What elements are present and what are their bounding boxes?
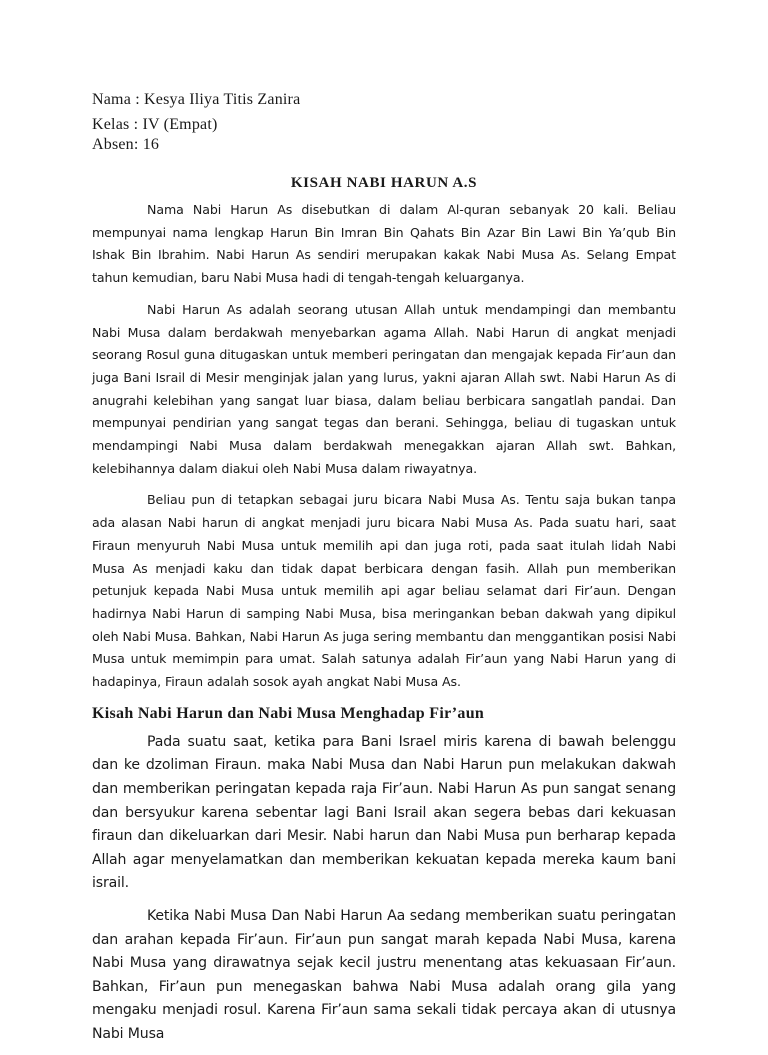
student-absen: Absen: 16 <box>92 136 160 153</box>
student-class: Kelas : IV (Empat) <box>92 116 218 133</box>
paragraph: Nabi Harun As adalah seorang utusan Allah untuk mendampingi dan membantu Nabi Musa dalam berdakwah menyebarkan agama Allah. Nabi Harun di angkat menjadi seorang Rosul guna ditugaskan untuk memberi peringatan dan mengajak kepada Fir’aun dan juga Bani Israil di Mesir menginjak jalan yang lurus, yakni ajaran Allah swt. Nabi Harun As di anugrahi kelebihan yang sangat luar biasa, dalam beliau berbicara sangatlah pandai. Dan mempunyai pendirian yang sangat tegas dan berani. Sehingga, beliau di tugaskan untuk mendampingi Nabi Musa dalam berdakwah menegakkan ajaran Allah swt. Bahkan, kelebihannya dalam diakui oleh Nabi Musa dalam riwayatnya. <box>92 301 676 476</box>
paragraph: Nama Nabi Harun As disebutkan di dalam Al-quran sebanyak 20 kali. Beliau mempunyai nama lengkap Harun Bin Imran Bin Qahats Bin Azar Bin Lawi Bin Ya’qub Bin Ishak Bin Ibrahim. Nabi Harun As sendiri merupakan kakak Nabi Musa As. Selang Empat tahun kemudian, baru Nabi Musa hadi di tengah-tengah keluarganya. <box>92 202 676 286</box>
student-name: Nama : Kesya Iliya Titis Zanira <box>92 91 301 108</box>
paragraph: Ketika Nabi Musa Dan Nabi Harun Aa sedang memberikan suatu peringatan dan arahan kepada Fir’aun. Fir’aun pun sangat marah kepada Nabi Musa, karena Nabi Musa yang dirawatnya sejak kecil justru menentang atas kekuasaan Fir’aun. Bahkan, Fir’aun pun menegaskan bahwa Nabi Musa adalah orang gila yang mengaku menjadi rosul. Karena Fir’aun sama sekali tidak percaya akan di utusnya Nabi Musa <box>92 907 676 1042</box>
section-heading: Kisah Nabi Harun dan Nabi Musa Menghadap Fir’aun <box>92 704 485 722</box>
document-page <box>92 90 676 1055</box>
paragraph: Pada suatu saat, ketika para Bani Israel miris karena di bawah belenggu dan ke dzoliman Firaun. maka Nabi Musa dan Nabi Harun pun melakukan dakwah dan memberikan peringatan kepada raja Fir’aun. Nabi Harun As pun sangat senang dan bersyukur karena sebentar lagi Bani Israil akan segera bebas dari kekuasan firaun dan dikeluarkan dari Mesir. Nabi harun dan Nabi Musa pun berharap kepada Allah agar menyelamatkan dan memberikan kekuatan kepada mereka kaum bani israil. <box>92 733 676 892</box>
document-title: KISAH NABI HARUN A.S <box>290 175 478 191</box>
paragraph: Beliau pun di tetapkan sebagai juru bicara Nabi Musa As. Tentu saja bukan tanpa ada alasan Nabi harun di angkat menjadi juru bicara Nabi Musa As. Pada suatu hari, saat Firaun menyuruh Nabi Musa untuk memilih api dan juga roti, pada saat itulah lidah Nabi Musa As menjadi kaku dan tidak dapat berbicara dengan fasih. Allah pun memberikan petunjuk kepada Nabi Musa untuk memilih api agar beliau selamat dari Fir’aun. Dengan hadirnya Nabi Harun di samping Nabi Musa, bisa meringankan beban dakwah yang dipikul oleh Nabi Musa. Bahkan, Nabi Harun As juga sering membantu dan menggantikan posisi Nabi Musa untuk memimpin para umat. Salah satunya adalah Fir’aun yang Nabi Harun yang di hadapinya, Firaun adalah sosok ayah angkat Nabi Musa As. <box>92 492 676 690</box>
